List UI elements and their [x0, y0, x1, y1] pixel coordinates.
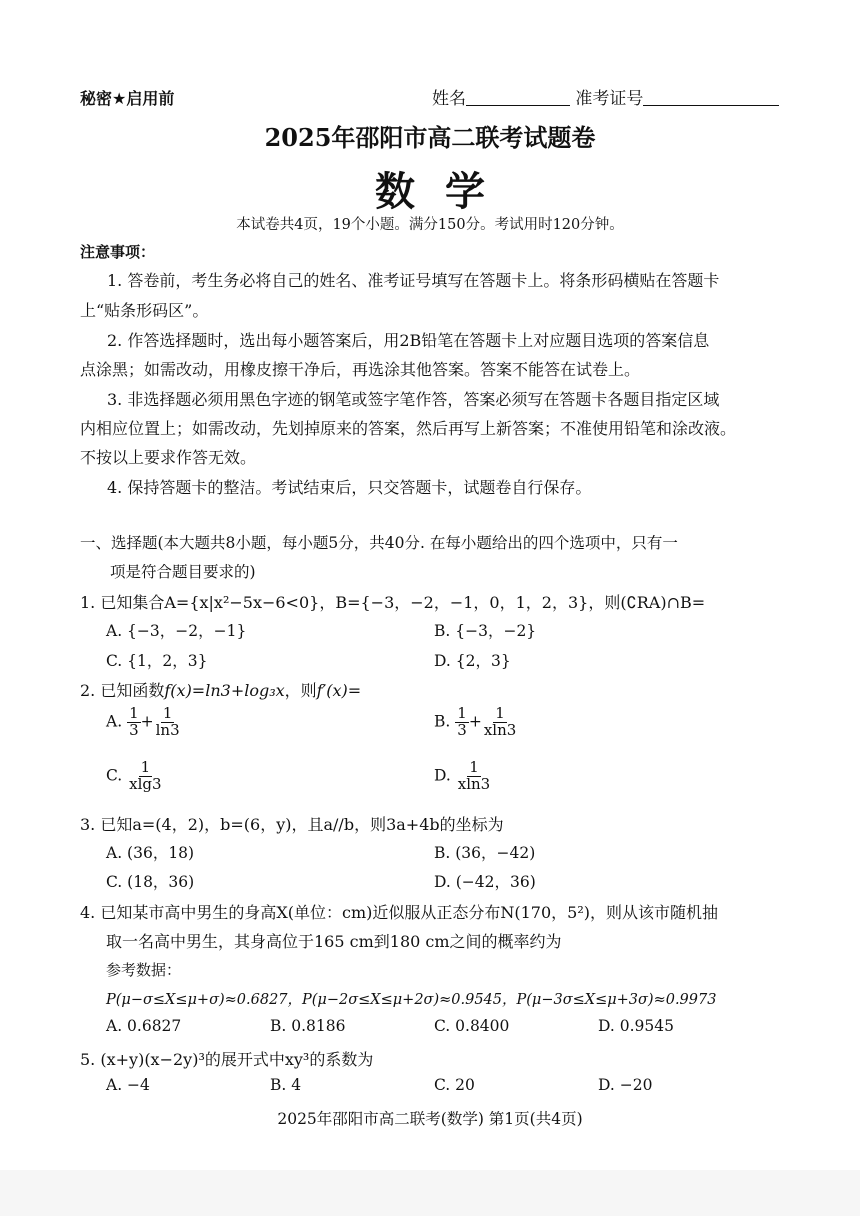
denominator: xlg3: [129, 774, 162, 793]
notice-line: 内相应位置上；如需改动，先划掉原来的答案，然后再写上新答案；不准使用铅笔和涂改液。: [80, 419, 737, 438]
option-label: D.: [434, 766, 451, 785]
question-3: [80, 812, 504, 835]
question-stem: 已知某市高中男生的身高X(单位：cm)近似服从正态分布N(170，5²)，则从该市随机抽: [100, 903, 718, 922]
section-heading-cont: 项是符合题目要求的): [110, 563, 256, 581]
numerator: 1: [162, 704, 173, 722]
id-label: 准考证号: [575, 89, 644, 109]
candidate-fields: [432, 84, 779, 109]
fraction: [455, 706, 469, 739]
q4-option-d: D. 0.9545: [598, 1017, 674, 1035]
question-5: [80, 1047, 373, 1070]
fraction: [456, 760, 492, 793]
name-blank: [466, 89, 570, 106]
q5-option-c: C. 20: [434, 1076, 475, 1094]
q1-option-d: D. {2，3}: [434, 652, 511, 670]
question-number: 1.: [80, 593, 96, 612]
question-number: 4.: [80, 903, 96, 922]
q3-option-c: C. (18，36): [106, 873, 195, 891]
q1-option-c: C. {1，2，3}: [106, 652, 208, 670]
question-4: [80, 900, 718, 923]
page-footer: 2025年邵阳市高二联考(数学) 第1页(共4页): [277, 1110, 583, 1128]
question-number: 2.: [80, 681, 96, 700]
question-2: [80, 678, 361, 701]
notice-heading: 注意事项：: [80, 243, 156, 261]
q2-option-b: B. $\frac{1}{3}$ + $\frac{1}{xln3}$: [434, 704, 517, 739]
q5-option-b: B. 4: [270, 1076, 302, 1094]
fraction: [127, 760, 163, 793]
notice-line: 不按以上要求作答无效。: [80, 448, 257, 467]
question-stem: 已知函数: [100, 681, 165, 700]
question-stem-joiner: ，则: [284, 681, 317, 700]
question-number: 5.: [80, 1050, 96, 1069]
option-label: A.: [106, 712, 123, 731]
numerator: 1: [457, 704, 467, 722]
q4-option-a: A. 0.6827: [106, 1017, 182, 1035]
denominator: xln3: [483, 720, 517, 739]
reference-data: P(μ−σ≤X≤μ+σ)≈0.6827，P(μ−2σ≤X≤μ+2σ)≈0.9545，P(μ−3σ≤X≤μ+3σ)≈0.9973: [106, 992, 717, 1008]
numerator: 1: [495, 704, 505, 722]
fraction: [482, 706, 518, 739]
notice-line: 4. 保持答题卡的整洁。考试结束后，只交答题卡，试题卷自行保存。: [107, 478, 592, 497]
q2-option-c: [106, 760, 164, 793]
q2-option-a: A. $\frac{1}{3}$ + $\frac{1}{\ln 3}$: [106, 704, 180, 739]
q1-option-a: A. {−3，−2，−1}: [106, 622, 247, 640]
notice-line: 点涂黑；如需改动，用橡皮擦干净后，再选涂其他答案。答案不能答在试卷上。: [80, 360, 641, 379]
exam-title: 2025年邵阳市高二联考试题卷: [264, 123, 596, 152]
question-number: 3.: [80, 815, 96, 834]
option-label: C.: [106, 766, 123, 785]
q3-option-d: D. (−42，36): [434, 873, 536, 891]
numerator: 1: [469, 758, 479, 776]
section-heading: 一、选择题(本大题共8小题，每小题5分，共40分. 在每小题给出的四个选项中，只有一: [80, 534, 678, 552]
question-4-cont: 取一名高中男生，其身高位于165 cm到180 cm之间的概率约为: [106, 932, 562, 951]
fraction: [127, 706, 141, 739]
question-stem: 已知集合A={x|x²−5x−6<0}，B={−3，−2，−1，0，1，2，3}，则(∁RA)∩B=: [100, 593, 706, 612]
confidential-mark: 秘密★启用前: [80, 89, 175, 108]
question-stem: 已知a=(4，2)，b=(6，y)，且a//b，则3a+4b的坐标为: [100, 815, 504, 834]
fraction: [154, 706, 182, 739]
q5-option-a: A. −4: [106, 1076, 150, 1094]
q3-option-a: A. (36，18): [106, 844, 195, 862]
question-stem: (x+y)(x−2y)³的展开式中xy³的系数为: [100, 1050, 374, 1069]
numerator: 1: [129, 704, 139, 722]
q4-option-c: C. 0.8400: [434, 1017, 510, 1035]
q4-option-b: B. 0.8186: [270, 1017, 346, 1035]
denominator: 3: [457, 720, 467, 739]
exam-info: 本试卷共4页，19个小题。满分150分。考试用时120分钟。: [236, 217, 624, 233]
notice-line: 上“贴条形码区”。: [80, 301, 209, 320]
denominator: ln3: [155, 720, 180, 739]
option-label: B.: [434, 712, 451, 731]
denominator: xln3: [457, 774, 491, 793]
denominator: 3: [129, 720, 139, 739]
question-1: [80, 590, 705, 613]
derivative-expression: f′(x)=: [316, 681, 362, 700]
notice-line: 3. 非选择题必须用黑色字迹的钢笔或签字笔作答，答案必须写在答题卡各题目指定区域: [107, 390, 720, 409]
q2-option-d: [434, 760, 492, 793]
notice-line: 2. 作答选择题时，选出每小题答案后，用2B铅笔在答题卡上对应题目选项的答案信息: [107, 331, 710, 350]
notice-line: 1. 答卷前，考生务必将自己的姓名、准考证号填写在答题卡上。将条形码横贴在答题卡: [107, 271, 720, 290]
q3-option-b: B. (36，−42): [434, 844, 536, 862]
function-expression: f(x)=ln3+log₃x: [164, 681, 285, 700]
reference-label: 参考数据：: [106, 961, 182, 979]
id-blank: [643, 89, 779, 106]
name-label: 姓名: [432, 89, 466, 109]
q1-option-b: B. {−3，−2}: [434, 622, 537, 640]
numerator: 1: [140, 758, 151, 776]
subject-title: 数学: [375, 169, 515, 215]
q5-option-d: D. −20: [598, 1076, 653, 1094]
